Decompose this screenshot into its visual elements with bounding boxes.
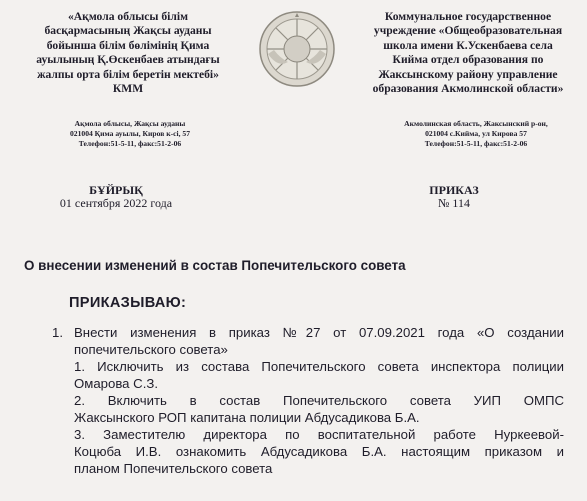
header-left-line: ауылының Қ.Өскенбаев атындағы — [36, 53, 220, 67]
header-right-line: Кийма отдел образования по — [392, 53, 544, 67]
header-left-line: «Ақмола облысы білім — [67, 10, 189, 23]
header-left-kazakh — [22, 10, 234, 96]
item-line: Жаксынского РОП капитана полиции Абдусадикова Б.А. — [74, 410, 420, 425]
item-line: попечительского совета» — [74, 342, 228, 357]
item-line: планом Попечительского совета — [74, 461, 273, 476]
order-right-block — [404, 184, 504, 210]
header-right-line: школа имени К.Ускенбаева села — [383, 38, 553, 52]
address-right-russian — [376, 119, 576, 149]
address-right-line: Акмолинская область, Жаксынский р-он, — [404, 119, 548, 128]
order-number: № 114 — [437, 196, 470, 210]
item-line: Внести изменения в приказ №27 от 07.09.2021 года «О создании — [74, 325, 564, 340]
order-subject: О внесении изменений в состав Попечительского совета — [24, 258, 406, 273]
header-right-russian — [358, 10, 578, 96]
header-left-line: бойынша білім бөлімінің Қима — [46, 38, 210, 52]
directive-heading: ПРИКАЗЫВАЮ: — [69, 295, 187, 311]
address-right-line: Телефон:51-5-11, факс:51-2-06 — [424, 139, 528, 148]
address-left-line: Ақмола облысы, Жақсы ауданы — [74, 119, 186, 128]
order-left-block — [36, 184, 196, 210]
address-left-line: 021004 Қима ауылы, Киров к-сі, 57 — [70, 129, 190, 138]
order-date: 01 сентября 2022 года — [59, 196, 173, 210]
header-right-line: образования Акмолинской области» — [372, 82, 564, 96]
order-title-kazakh: БҰЙРЫҚ — [89, 183, 143, 197]
header-left-line: КММ — [112, 82, 144, 96]
header-left-line: басқармасының Жақсы ауданы — [44, 24, 212, 38]
address-left-line: Телефон:51-5-11, факс:51-2-06 — [78, 139, 182, 148]
item-line: 3. Заместителю директора по воспитательной работе Нуркеевой- — [74, 427, 564, 442]
address-left-kazakh — [30, 119, 230, 149]
item-line: Омарова С.З. — [74, 376, 158, 391]
header-left-line: жалпы орта білім беретін мектебі» — [37, 67, 219, 81]
header-right-line: учреждение «Общеобразовательная — [373, 24, 563, 38]
item-line: 2. Включить в состав Попечительского совета УИП ОМПС — [74, 393, 564, 408]
header-right-line: Жаксынскому району управление — [378, 67, 558, 81]
item-line: Коцюба И.В. ознакомить Абдусадикова Б.А. настоящим приказом и — [74, 444, 564, 459]
item-line: 1. Исключить из состава Попечительского совета инспектора полиции — [74, 359, 564, 374]
header-right-line: Коммунальное государственное — [384, 10, 552, 23]
kazakhstan-state-emblem-icon — [258, 10, 336, 88]
order-title-russian: ПРИКАЗ — [429, 183, 479, 197]
order-items — [52, 324, 564, 477]
item-body — [74, 324, 564, 477]
item-number: 1. — [52, 325, 63, 340]
address-right-line: 021004 с.Кийма, ул Кирова 57 — [425, 129, 527, 138]
